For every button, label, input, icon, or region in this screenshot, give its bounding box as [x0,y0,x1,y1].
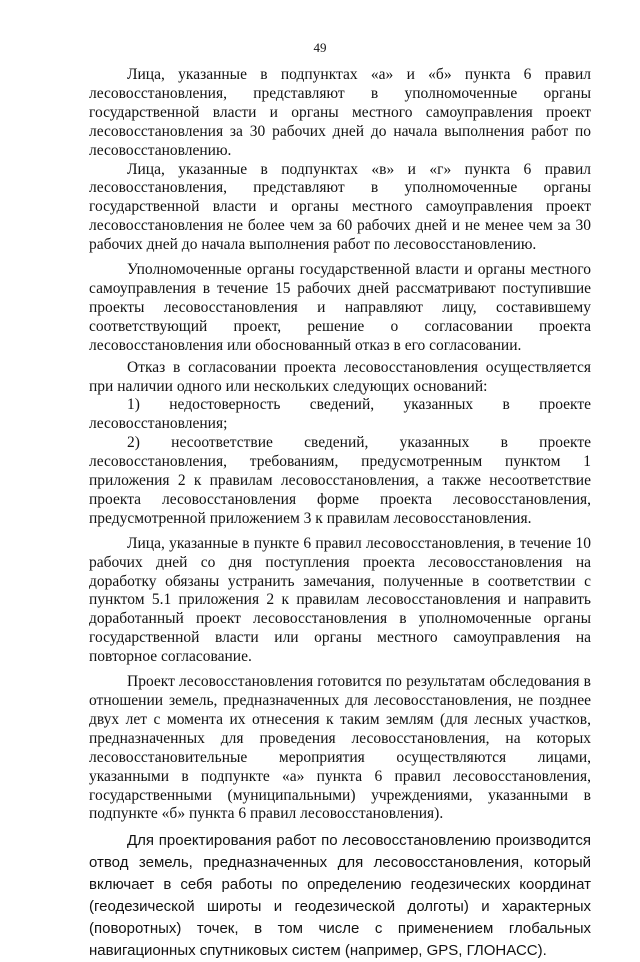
paragraph-1: Лица, указанные в подпунктах «а» и «б» пункта 6 правил лесовосстановления, представляют в уполномоченные органы государственной власти и органы местного самоуправления проект лесовосстановления за 30 рабочих дней до начала выполнения работ по лесовосстановлению. [89,66,591,159]
paragraph-2: Лица, указанные в подпунктах «в» и «г» пункта 6 правил лесовосстановления, представляют в уполномоченные органы государственной власти и органы местного самоуправления проект лесовосстановления не более чем за 60 рабочих дней и не менее чем за 30 рабочих дней до начала выполнения работ по лесовосстановлению. [89,160,591,254]
list-item-2: 2) несоответствие сведений, указанных в проекте лесовосстановления, требованиям, предусмотренным пунктом 1 приложения 2 к правилам лесовосстановления, а также несоответствие проекта лесовосстановления форме проекта лесовосстановления, предусмотренной приложением 3 к правилам лесовосстановления. [89,434,591,527]
paragraph-5: Лица, указанные в пункте 6 правил лесовосстановления, в течение 10 рабочих дней со дня поступления проекта лесовосстановления на доработку обязаны устранить замечания, полученные в соответствии с пунктом 5.1 приложения 2 к правилам лесовосстановления и направить доработанный проект лесовосстановления в уполномоченные органы государственной власти или органы местного самоуправления на повторное согласование. [89,534,591,666]
document-body [89,66,591,962]
paragraph-3: Уполномоченные органы государственной власти и органы местного самоуправления в течение 15 рабочих дней рассматривают поступившие проекты лесовосстановления и направляют лицу, составившему соответствующий проект, решение о согласовании проекта лесовосстановления или обоснованный отказ в его согласовании. [89,261,591,354]
paragraph-6: Проект лесовосстановления готовится по результатам обследования в отношении земель, предназначенных для лесовосстановления, не позднее двух лет с момента их отнесения к таким землям (для лесных участков, предназначенных для проведения лесовосстановления, на которых лесовосстановительные мероприятия осуществляются лицами, указанными в подпункте «а» пункта 6 правил лесовосстановления, государственными (муниципальными) учреждениями, указанными в подпункте «б» пункта 6 правил лесовосстановления). [89,673,591,823]
paragraph-7: Для проектирования работ по лесовосстановлению производится отвод земель, предназначенных для лесовосстановления, который включает в себя работы по определению геодезических координат (геодезической широты и геодезической долготы) и характерных (поворотных) точек, в том числе с применением глобальных навигационных спутниковых систем (например, GPS, ГЛОНАСС). [89,832,591,960]
list-item-1: 1) недостоверность сведений, указанных в проекте лесовосстановления; [89,396,591,433]
page-number: 49 [313,40,327,55]
paragraph-4: Отказ в согласовании проекта лесовосстановления осуществляется при наличии одного или нескольких следующих оснований: [89,358,591,395]
